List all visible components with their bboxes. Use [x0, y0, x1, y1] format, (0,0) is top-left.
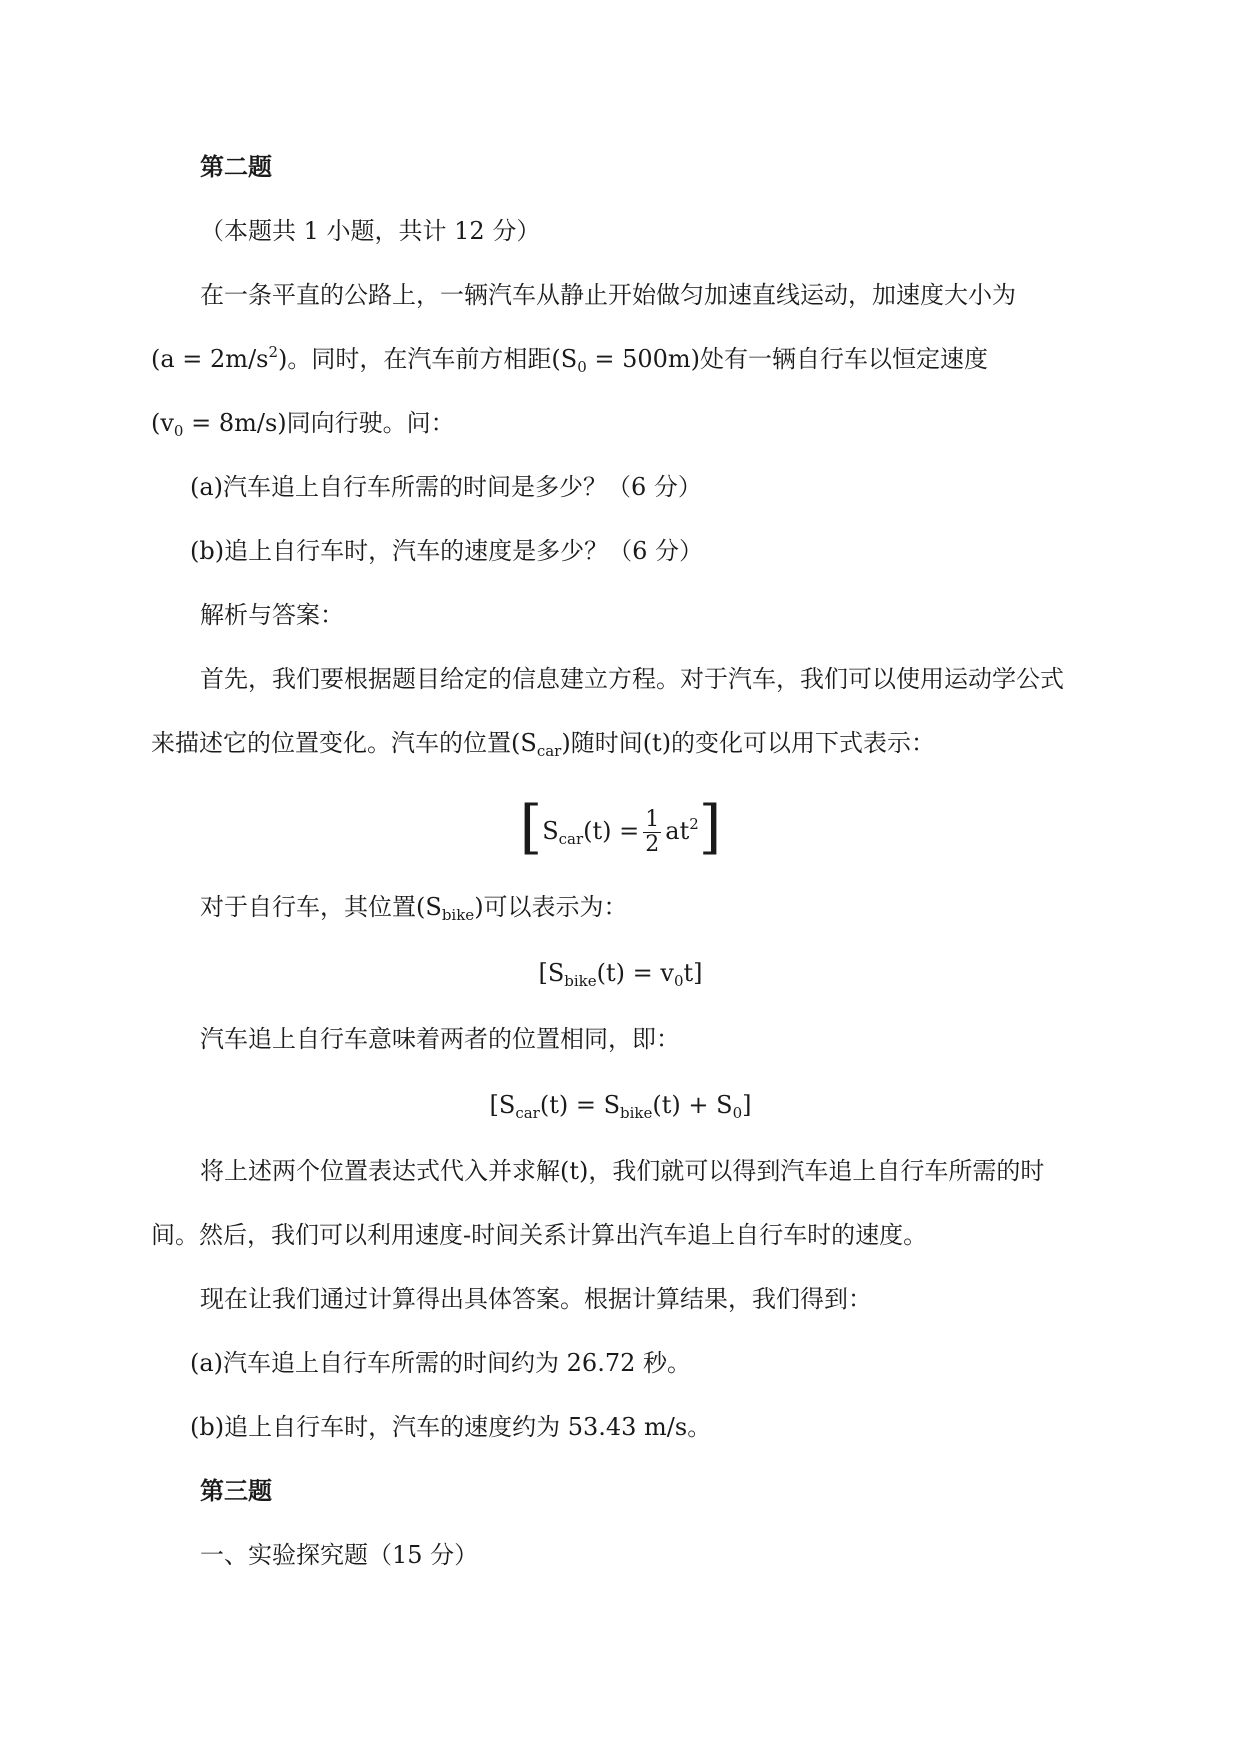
analysis-title: 解析与答案：	[200, 601, 344, 629]
stem-line-2: $(a = 2m/s^2)$。同时，在汽车前方相距$(S_0 = 500m)$处有一辆自行车以恒定速度	[151, 343, 989, 376]
part-a-question: (a)汽车追上自行车所需的时间是多少？（6 分）	[190, 473, 702, 501]
equation-car-position: [$S_{car}(t)$ = $\frac{1}{2}$ $at^2$]	[519, 793, 722, 861]
stem-line-1: 在一条平直的公路上，一辆汽车从静止开始做匀加速直线运动，加速度大小为	[200, 281, 1016, 309]
question-2-score-note: （本题共 1 小题，共计 12 分）	[200, 217, 541, 245]
analysis-line-2: 来描述它的位置变化。汽车的位置$(S_{car})$随时间(t)的变化可以用下式表示：	[151, 729, 936, 760]
analysis-line-1: 首先，我们要根据题目给定的信息建立方程。对于汽车，我们可以使用运动学公式	[200, 665, 1064, 693]
question-2-heading: 第二题	[200, 152, 272, 181]
result-intro: 现在让我们通过计算得出具体答案。根据计算结果，我们得到：	[200, 1285, 872, 1313]
catch-up-condition: 汽车追上自行车意味着两者的位置相同，即：	[200, 1025, 680, 1053]
answer-b: (b)追上自行车时，汽车的速度约为 53.43 m/s。	[190, 1413, 712, 1441]
stem-line-3: $(v_0 = 8m/s)$同向行驶。问：	[151, 409, 455, 440]
question-3-heading: 第三题	[200, 1476, 272, 1505]
equation-bike-position: $[S_{bike}(t) = v_0t]$	[538, 959, 703, 990]
part-b-question: (b)追上自行车时，汽车的速度是多少？（6 分）	[190, 537, 703, 565]
solve-line-1: 将上述两个位置表达式代入并求解(t)，我们就可以得到汽车追上自行车所需的时	[200, 1157, 1045, 1185]
question-3-section: 一、实验探究题（15 分）	[200, 1541, 479, 1569]
solve-line-2: 间。然后，我们可以利用速度-时间关系计算出汽车追上自行车时的速度。	[151, 1221, 928, 1249]
bike-position-intro: 对于自行车，其位置$(S_{bike})$可以表示为：	[200, 893, 628, 924]
answer-a: (a)汽车追上自行车所需的时间约为 26.72 秒。	[190, 1349, 691, 1377]
fraction-one-half: $\frac{1}{2}$	[645, 807, 660, 857]
equation-catch-up: $[S_{car}(t) = S_{bike}(t) + S_0]$	[489, 1091, 752, 1122]
